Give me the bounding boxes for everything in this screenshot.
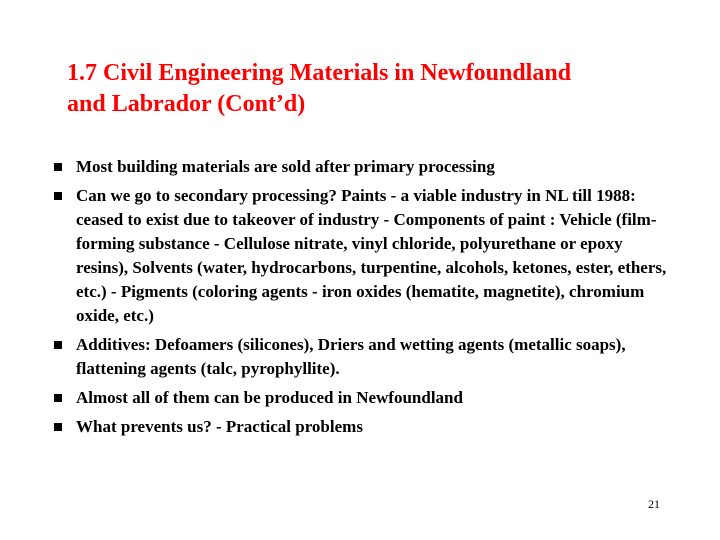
square-bullet-icon xyxy=(54,341,62,349)
bullet-item xyxy=(54,333,674,381)
bullet-list xyxy=(54,155,674,444)
bullet-text: Additives: Defoamers (silicones), Driers and wetting agents (metallic soaps), flattening agents (talc, pyrophyllite). xyxy=(76,335,626,378)
title-line-2: and Labrador (Cont’d) xyxy=(67,91,306,117)
square-bullet-icon xyxy=(54,192,62,200)
slide-title xyxy=(67,58,687,120)
bullet-text: Most building materials are sold after primary processing xyxy=(76,157,495,176)
bullet-text: Can we go to secondary processing? Paints - a viable industry in NL till 1988: ceased to exist due to takeover of industry - Components of paint : Vehicle (film-forming substance - Cellulose nitrate, vinyl chloride, polyurethane or epoxy resins), Solvents (water, hydrocarbons, turpentine, alcohols, ketones, ester, ethers, etc.) - Pigments (coloring agents - iron oxides (hematite, magnetite), chromium oxide, etc.) xyxy=(76,186,667,325)
title-line-1: 1.7 Civil Engineering Materials in Newfoundland xyxy=(67,60,572,86)
bullet-item xyxy=(54,386,674,410)
page-number: 21 xyxy=(648,497,660,511)
bullet-item xyxy=(54,155,674,179)
square-bullet-icon xyxy=(54,423,62,431)
square-bullet-icon xyxy=(54,163,62,171)
bullet-text: Almost all of them can be produced in Newfoundland xyxy=(76,388,463,407)
square-bullet-icon xyxy=(54,394,62,402)
bullet-text: What prevents us? - Practical problems xyxy=(76,417,363,436)
bullet-item xyxy=(54,184,674,328)
bullet-item xyxy=(54,415,674,439)
